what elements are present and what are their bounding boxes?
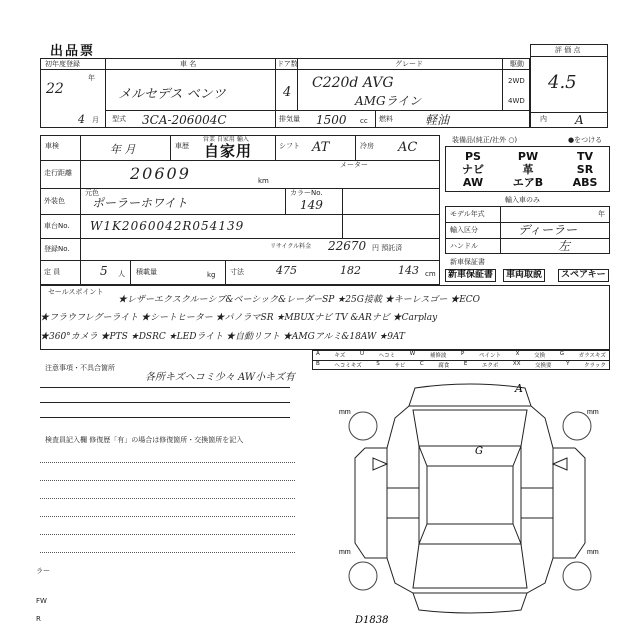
inspection-label: 車検 [45,142,59,150]
legend-row2-item: C [419,361,424,367]
equip-pw: PW [517,150,539,163]
legend-row1-item: 補修波 [429,353,447,359]
mm-label-tr: mm [587,409,599,416]
size-label: 寸法 [230,268,244,276]
handle-label: ハンドル [450,242,478,250]
reg-month-value: 4 [78,113,85,126]
shift-value: AT [312,140,330,155]
color-no-label: カラーNo. [290,189,323,197]
mm-label-bl: mm [339,549,351,556]
recycle-value: 22670 [328,239,367,253]
legend-row1-item: X [515,351,520,357]
car-damage-diagram [325,378,615,628]
size-unit: cm [425,270,436,278]
model-label: 型式 [112,115,126,123]
fuel-label: 燃料 [379,115,393,123]
legend-row1-item: ペイント [478,353,501,359]
equip-abs: ABS [572,176,598,189]
ac-label: 冷房 [360,142,374,150]
legend-row2-item: 交換要 [535,363,552,369]
equip-ps: PS [465,150,481,163]
displacement-value: 1500 [316,113,347,127]
interior-score: A [575,113,584,127]
sales-line-1: ★レザーエクスクルーシブ&ベーシック&レーダーSP ★25G接載 ★キーレスゴー ★ECO [118,295,481,305]
legend-row2-item: XX [512,361,521,367]
year-label: 年 [88,74,95,82]
grade-line1: C220d AVG [312,75,394,91]
legend-row2-item: E [463,361,468,367]
recycle-unit: 円 預託済 [372,244,403,252]
month-label: 月 [92,116,99,124]
ac-value: AC [398,140,418,155]
reg-no-label: 登録No. [44,245,70,253]
equip-airbag: エアB [512,176,544,189]
chassis-label: 車台No. [44,222,70,230]
equip-tv: TV [576,150,594,163]
first-reg-label: 初年度登録 [45,60,80,68]
meter-label: メーター [340,161,368,169]
legend-row2-item: 腐食 [438,363,450,369]
inspection-value: 年 月 [110,143,136,156]
sales-line-2: ★フラウフレグーライト ★シートヒーター ★パノラマSR ★MBUXナビ TV &ARナビ ★Carplay [40,313,438,323]
extras-title: 新車保証書 [450,258,485,266]
import-title: 輸入車のみ [505,196,540,204]
mm-label-tl: mm [339,409,351,416]
side-label-4: R [36,615,41,623]
legend-row2-item: B [316,361,320,367]
chassis-value: W1K2060042R054139 [90,219,245,233]
size-length: 475 [276,264,297,277]
handle-value: 左 [558,239,571,253]
tag-manual: 車両取説 [503,269,545,282]
repair-label: 検査員記入欄 修復歴「有」の場合は修復箇所・交換箇所を記入 [45,436,244,444]
capacity-value: 5 [100,264,108,278]
import-category-value: ディーラー [518,223,578,237]
tag-spare-key: スペアキー [558,269,609,282]
legend-row-1 [316,351,606,359]
mm-label-br: mm [587,549,599,556]
legend-row2-item: サビ [394,363,406,369]
fuel-value: 軽油 [425,113,450,127]
displacement-label: 排気量 [279,115,300,123]
legend-row1-item: U [359,351,364,357]
grade-line2: AMGライン [355,94,422,108]
legend-row1-item: W [409,351,416,357]
color-label: 外装色 [44,197,65,205]
sales-line-3: ★360°カメラ ★PTS ★DSRC ★LEDライト ★自動リフト ★AMGアルミ&18AW ★9AT [40,332,405,342]
model-year-unit: 年 [598,210,605,218]
mileage-unit: km [258,177,269,185]
capacity-label: 定 員 [44,268,61,276]
notes-label: 注意事項・不具合箇所 [45,364,115,372]
side-label-3: FW [36,597,47,605]
side-label-1: ラー [36,567,50,575]
grade-label: グレード [395,60,423,68]
equip-sr: SR [576,163,594,176]
legend-row2-item: エクボ [481,363,499,369]
eval-label: 評 価 点 [555,46,581,54]
recycle-label: リサイクル料金 [270,243,312,250]
legend-row1-item: G [559,351,564,357]
legend-row2-item: Y [566,361,570,367]
color-orig: 元色 [85,189,99,197]
sheet-title: 出品票 [50,44,96,59]
import-category-label: 輸入区分 [450,226,478,234]
drive-2wd: 2WD [508,77,525,85]
legend-row2-item: ヘコミキズ [334,363,362,369]
equip-leather: 革 [522,163,534,176]
history-label: 車歴 [175,142,189,150]
legend-row1-item: キズ [334,353,346,359]
legend-row-2 [316,361,606,369]
mileage-value: 20609 [130,164,191,183]
load-label: 積載量 [136,268,157,276]
color-value: ポーラーホワイト [92,196,188,210]
reg-year-value: 22 [46,81,64,97]
load-unit: kg [207,271,216,279]
doors-label: ドア数 [277,60,298,68]
bottom-code: D1838 [355,615,389,626]
legend-row1-item: P [461,351,465,357]
equip-title: 装備品(純正/社外 ○) [452,136,518,144]
vehicle-name-label: 車 名 [180,60,197,68]
damage-mark-a: A [515,382,523,395]
doors-value: 4 [283,85,292,100]
usage-small: 営業 自家用 輸入 [203,136,249,143]
legend-row2-item: クラック [584,363,606,369]
sales-label: セールスポイント [48,288,104,296]
equip-navi: ナビ [462,163,484,176]
interior-label: 内 [540,115,547,123]
legend-row1-item: ヘコミ [378,353,396,359]
model-year-label: モデル年式 [450,210,485,218]
color-no-value: 149 [300,198,323,212]
vehicle-name-value: メルセデス ベンツ [118,87,226,102]
legend-row1-item: 交換 [534,353,546,359]
legend-row1-item: ガラスキズ [578,353,606,359]
drive-4wd: 4WD [508,97,525,105]
equip-note: ●をつける [568,136,603,144]
size-width: 182 [340,264,361,277]
shift-label: シフト [279,142,300,150]
mileage-label: 走行距離 [44,169,72,177]
size-height: 143 [398,264,419,277]
equip-aw: AW [462,176,484,189]
displacement-unit: cc [360,117,368,125]
legend-row2-item: S [376,361,380,367]
eval-score: 4.5 [548,72,577,93]
notes-text: 各所キズヘコミ少々 AW小キズ有 [145,372,295,383]
damage-mark-g: G [475,446,483,457]
legend-row1-item: A [316,351,320,357]
usage-value: 自家用 [204,142,253,160]
model-value: 3CA-206004C [142,113,227,127]
capacity-unit: 人 [118,270,125,278]
tag-warranty: 新車保証書 [445,269,496,282]
drive-label: 駆動 [510,60,524,68]
